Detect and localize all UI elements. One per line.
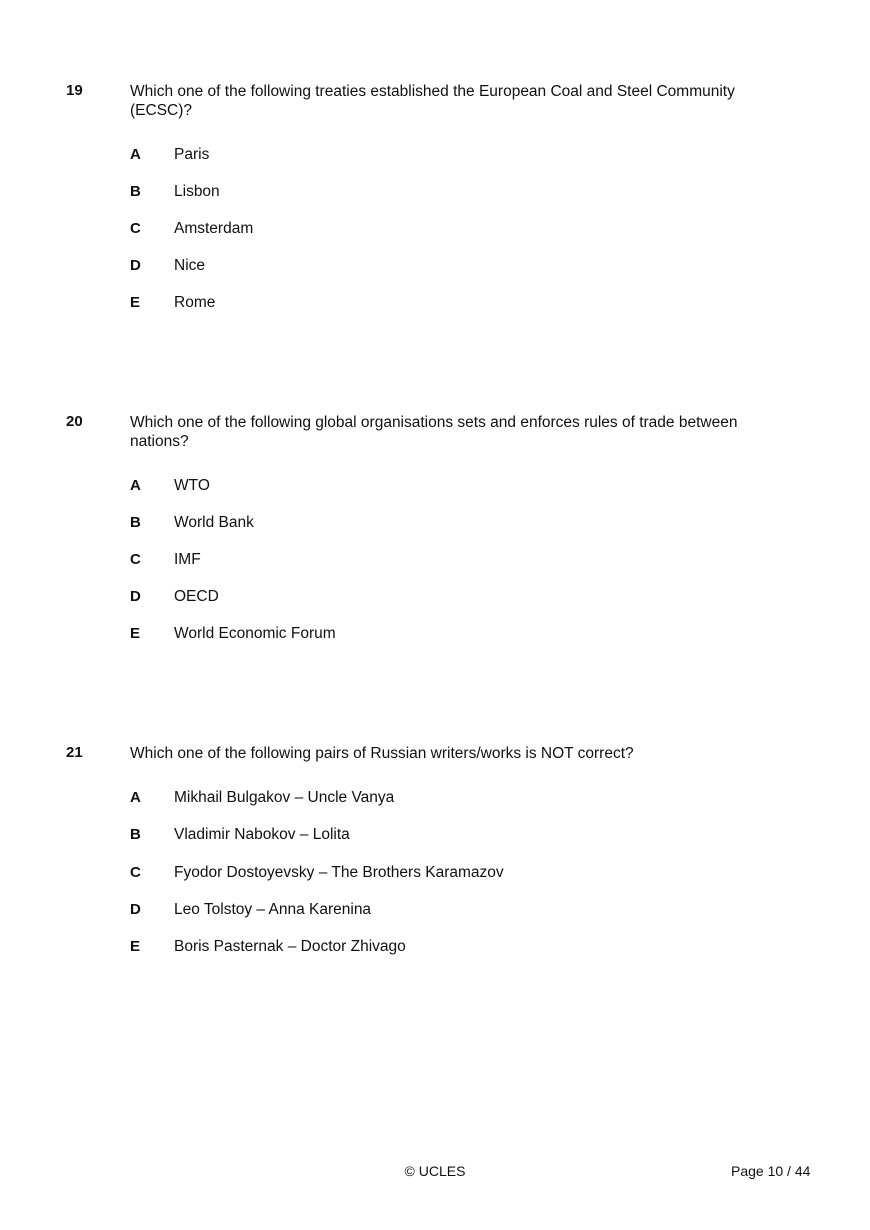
option-text: Rome: [174, 294, 216, 311]
option-text: WTO: [174, 477, 210, 494]
option-c: [0, 551, 870, 571]
option-text: Paris: [174, 146, 210, 163]
option-text: OECD: [174, 588, 219, 605]
option-text: Boris Pasternak – Doctor Zhivago: [174, 938, 406, 955]
question-number: 20: [66, 413, 83, 430]
option-letter: A: [130, 789, 141, 806]
option-letter: C: [130, 220, 141, 237]
option-text: IMF: [174, 551, 201, 568]
option-b: [0, 826, 870, 846]
option-letter: B: [130, 514, 141, 531]
option-letter: C: [130, 864, 141, 881]
option-d: [0, 257, 870, 277]
option-c: [0, 864, 870, 884]
option-text: World Bank: [174, 514, 254, 531]
question-text: Which one of the following treaties established the European Coal and Steel Community (ECSC)?: [130, 83, 735, 119]
option-letter: C: [130, 551, 141, 568]
question-text: Which one of the following pairs of Russian writers/works is NOT correct?: [130, 745, 634, 762]
option-letter: D: [130, 257, 141, 274]
option-letter: E: [130, 294, 141, 311]
option-text: Leo Tolstoy – Anna Karenina: [174, 901, 372, 918]
question-number: 21: [66, 744, 83, 761]
option-c: [0, 220, 870, 240]
option-letter: B: [130, 183, 141, 200]
option-b: [0, 183, 870, 203]
option-text: Mikhail Bulgakov – Uncle Vanya: [174, 789, 395, 806]
question-number: 19: [66, 82, 83, 99]
option-a: [0, 146, 870, 166]
option-text: Lisbon: [174, 183, 220, 200]
option-a: [0, 477, 870, 497]
option-a: [0, 789, 870, 809]
option-text: Nice: [174, 257, 206, 274]
option-e: [0, 294, 870, 314]
option-text: Fyodor Dostoyevsky – The Brothers Karamazov: [174, 864, 504, 881]
option-letter: E: [130, 625, 141, 642]
option-d: [0, 901, 870, 921]
option-letter: B: [130, 826, 141, 843]
option-b: [0, 514, 870, 534]
footer-page-number: Page 10 / 44: [731, 1163, 811, 1179]
option-letter: A: [130, 146, 141, 163]
option-e: [0, 938, 870, 958]
question-text: Which one of the following global organisations sets and enforces rules of trade between nations?: [130, 414, 738, 450]
option-letter: A: [130, 477, 141, 494]
option-letter: E: [130, 938, 141, 955]
footer-copyright: © UCLES: [404, 1163, 466, 1179]
option-text: World Economic Forum: [174, 625, 336, 642]
option-e: [0, 625, 870, 645]
option-text: Amsterdam: [174, 220, 254, 237]
option-letter: D: [130, 588, 141, 605]
option-text: Vladimir Nabokov – Lolita: [174, 826, 350, 843]
option-letter: D: [130, 901, 141, 918]
option-d: [0, 588, 870, 608]
